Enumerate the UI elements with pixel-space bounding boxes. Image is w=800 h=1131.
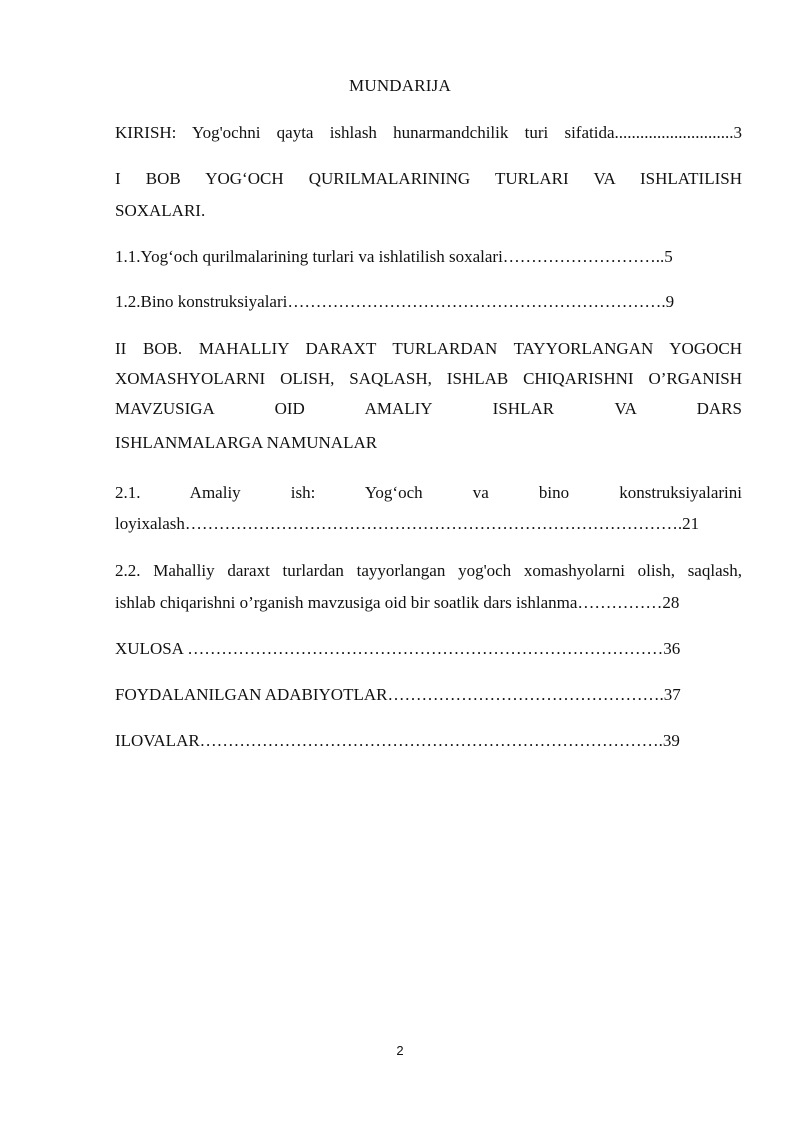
toc-entry-2-1-cont	[115, 509, 742, 539]
toc-entry-text: I BOB YOG‘OCH QURILMALARINING TURLARI VA ISHLATILISH	[115, 169, 742, 188]
toc-entry-text: SOXALARI.	[115, 201, 206, 220]
toc-entry-text: FOYDALANILGAN ADABIYOTLAR………………………………………….37	[115, 685, 681, 704]
page-number: 2	[396, 1043, 404, 1058]
toc-entry-text: XULOSA …………………………………………………………………………36	[115, 639, 681, 658]
toc-entry-xulosa	[115, 634, 742, 664]
toc-entry-2-1	[115, 478, 742, 508]
toc-entry-ilovalar	[115, 726, 742, 756]
toc-entry-1-1	[115, 242, 735, 272]
toc-entry-chapter-1-cont	[115, 196, 742, 226]
toc-entry-text: 1.2.Bino konstruksiyalari………………………………………………………….9	[115, 292, 675, 311]
toc-entry-text: 1.1.Yog‘och qurilmalarining turlari va ishlatilish soxalari………………………..5	[115, 247, 673, 266]
toc-entry-chapter-2	[115, 334, 742, 424]
toc-entry-adabiyotlar	[115, 680, 742, 710]
toc-entry-text: loyixalash…………………………………………………………………………….21	[115, 514, 700, 533]
toc-entry-text: ILOVALAR……………………………………………………………………….39	[115, 731, 680, 750]
toc-entry-2-2	[115, 556, 742, 586]
page-title: MUNDARIJA	[349, 76, 451, 95]
toc-entry-text: 2.2. Mahalliy daraxt turlardan tayyorlangan yog'och xomashyolarni olish, saqlash,	[115, 561, 742, 580]
toc-entry-2-2-cont	[115, 588, 742, 618]
toc-entry-1-2	[115, 287, 735, 317]
toc-entry-text: ishlab chiqarishni o’rganish mavzusiga oid bir soatlik dars ishlanma……………28	[115, 593, 680, 612]
toc-entry-kirish	[115, 118, 742, 148]
toc-entry-text: 2.1. Amaliy ish: Yog‘och va bino konstruksiyalarini	[115, 483, 742, 502]
toc-entry-text: KIRISH: Yog'ochni qayta ishlash hunarmandchilik turi sifatida............................3	[115, 123, 742, 142]
toc-entry-text: II BOB. MAHALLIY DARAXT TURLARDAN TAYYORLANGAN YOGOCH XOMASHYOLARNI OLISH, SAQLASH, ISHLAB CHIQARISHNI O’RGANISH MAVZUSIGA OID AMALIY ISHLAR VA DARS	[115, 339, 742, 418]
toc-entry-chapter-1	[115, 164, 742, 194]
toc-entry-text: ISHLANMALARGA NAMUNALAR	[115, 433, 378, 452]
toc-entry-chapter-2-cont	[115, 428, 742, 458]
